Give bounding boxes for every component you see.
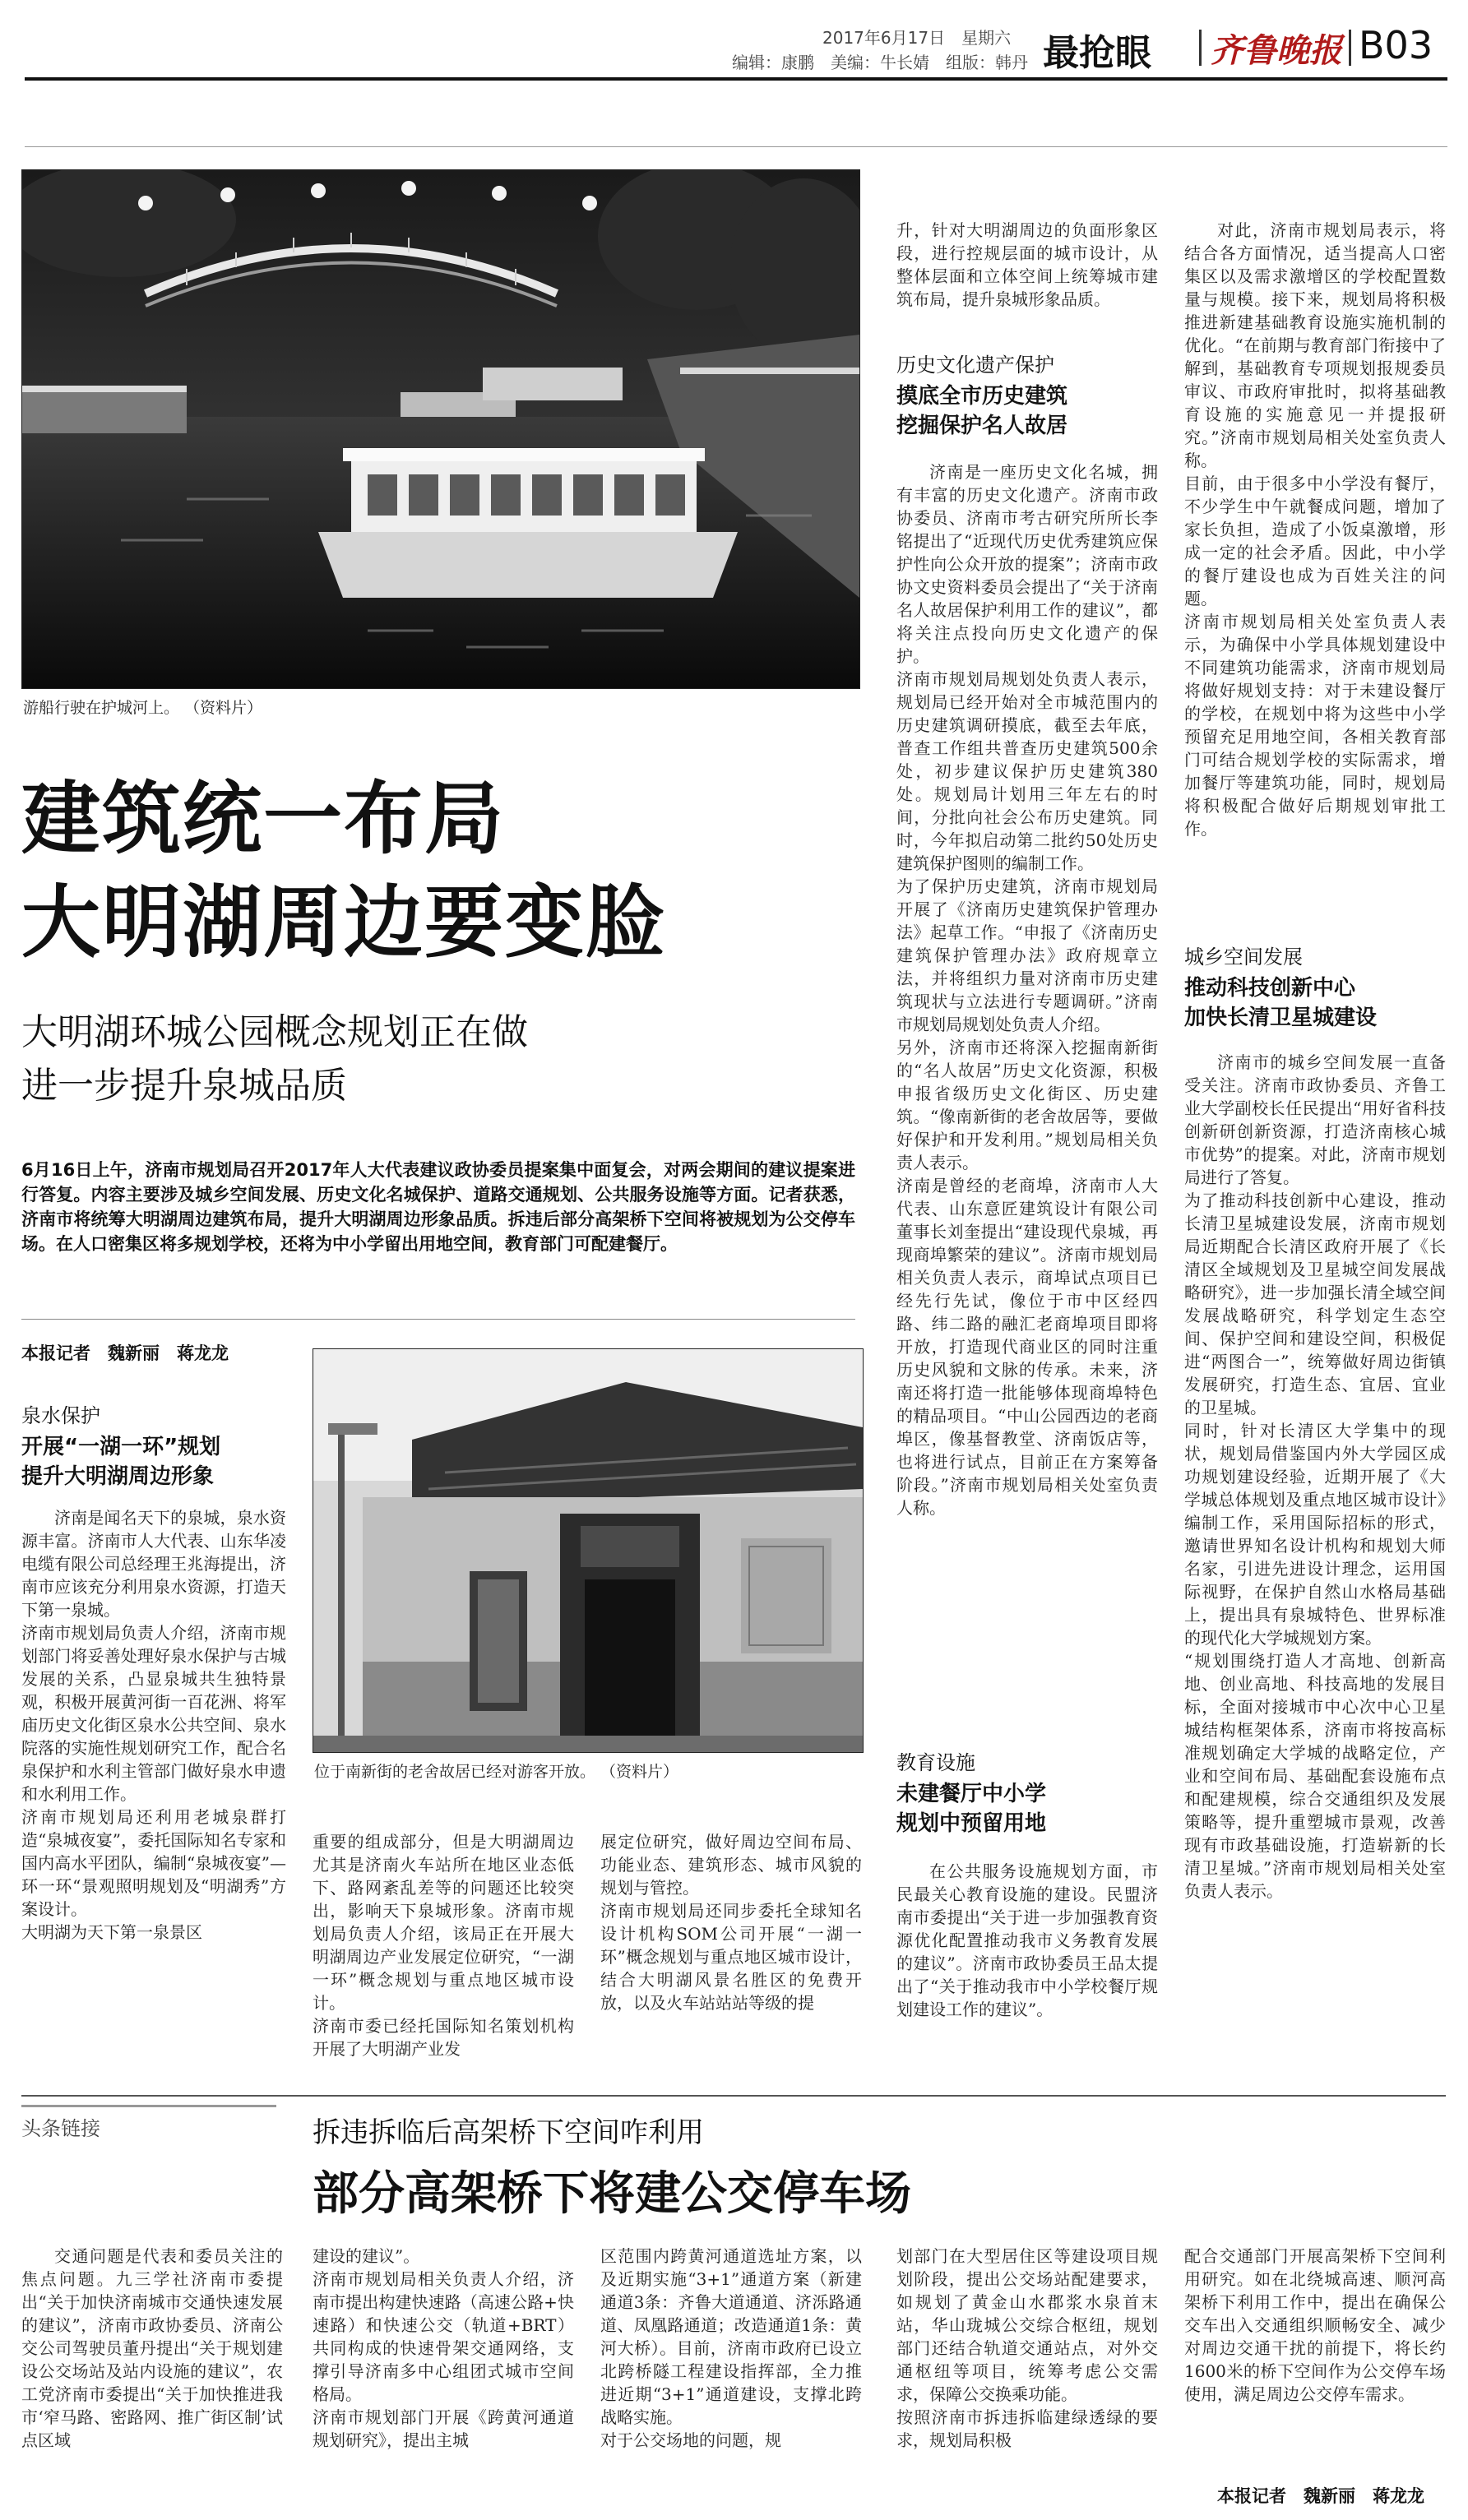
sub1-kicker: 泉水保护	[21, 1404, 100, 1427]
lead-rule	[21, 1319, 855, 1320]
page-number: B03	[1359, 23, 1433, 67]
headline-line2: 大明湖周边要变脸	[21, 876, 666, 969]
story2-col1	[21, 2245, 283, 2508]
middle-column-2-text: 展定位研究，做好周边空间布局、功能业态、建筑形态、城市风貌的规划与管控。 济南市规划局还同步委托全球知名设计机构SOM公司开展“一湖一环”概念规划与重点地区城市设计，结合大明湖风景名胜区的免费开放，以及火车站站站等级的提	[600, 1832, 862, 2013]
subheadline-2: 进一步提升泉城品质	[21, 1065, 347, 1107]
section-title: 最抢眼	[1043, 32, 1151, 74]
story2-col4-text: 划部门在大型居住区等建设项目规划阶段，提出公交场站配建要求，如规划了黄金山水郡浆水泉首末站，华山珑城公交综合枢纽，规划部门还结合轨道交通站点，对外交通枢纽等项目，统筹考虑公交需求，保障公交换乘功能。 按照济南市拆违拆临建绿透绿的要求，规划局积极	[896, 2246, 1158, 2450]
sub1-body	[21, 1506, 286, 2065]
sub4-title-1: 推动科技创新中心	[1184, 976, 1356, 1001]
mid-photo-caption: 位于南新街的老舍故居已经对游客开放。 （资料片）	[314, 1763, 679, 1781]
sub1-title-2: 提升大明湖周边形象	[21, 1464, 215, 1489]
story2-col1-text: 交通问题是代表和委员关注的焦点问题。九三学社济南市委提出“关于加快济南城市交通快速发展的建议”，济南市政协委员、济南公交公司驾驶员董丹提出“关于规划建设公交场站及站内设施的建议”，农工党济南市委提出“关于加快推进我市‘窄马路、密路网、推广街区制’试点区域	[21, 2246, 283, 2450]
sub4-body	[1184, 1051, 1446, 2069]
story2-col2	[313, 2245, 574, 2508]
header-rule	[25, 77, 1447, 81]
sub3-kicker: 教育设施	[896, 1751, 975, 1774]
story2-rule	[21, 2095, 1446, 2097]
sub2-kicker: 历史文化遗产保护	[896, 354, 1054, 377]
main-boat	[318, 448, 738, 598]
header-divider-2	[1349, 30, 1351, 66]
story2-col3	[600, 2245, 862, 2508]
story2-headline: 部分高架桥下将建公交停车场	[313, 2167, 911, 2221]
headline-line1: 建筑统一布局	[21, 773, 505, 865]
story2-col2-text: 建设的建议”。 济南市规划局相关负责人介绍，济南市提出构建快速路（高速公路+快速路）和快速公交（轨道+BRT）共同构成的快速骨架交通网络，支撑引导济南多中心组团式城市空间格局。 济南市规划部门开展《跨黄河通道规划研究》，提出主城	[313, 2246, 574, 2450]
sub2-text: 济南是一座历史文化名城，拥有丰富的历史文化遗产。济南市政协委员、济南市考古研究所所长李铭提出了“近现代历史优秀建筑应保护性向公众开放的提案”；济南市政协文史资料委员会提出了“关于济南名人故居保护利用工作的建议”，都将关注点投向历史文化遗产的保护。 济南市规划局规划处负责人表示，规划局已经开始对全市城范围内的历史建筑调研摸底，截至去年底，普查工作组共普查历史建筑500余处，初步建议保护历史建筑380处。规划局计划用三年左右的时间，分批向社会公布历史建筑。同时，今年拟启动第二批约50处历史建筑保护图则的编制工作。 为了保护历史建筑，济南市规划局开展了《济南历史建筑保护管理办法》起草工作。“申报了《济南历史建筑保护管理办法》政府规章立法，并将组织力量对济南市历史建筑现状与立法进行专题调研。”济南市规划局规划处负责人介绍。 另外，济南市还将深入挖掘南新街的“名人故居”历史文化资源，积极申报省级历史文化街区、历史建筑。“像南新街的老舍故居等，要做好保护和开发利用。”规划局相关负责人表示。 济南是曾经的老商埠，济南市人大代表、山东意匠建筑设计有限公司董事长刘奎提出“建设现代泉城，再现商埠繁荣的建议”。济南市规划局相关负责人表示，商埠试点项目已经先行先试，像位于市中区经四路、纬二路的融汇老商埠项目即将开放，打造现代商业区的同时注重历史风貌和文脉的传承。未来，济南还将打造一批能够体现商埠特色的精品项目。“中山公园西边的老商埠区，像基督教堂、济南饭店等，也将进行试点，目前正在方案筹备阶段。”济南市规划局相关处室负责人称。	[896, 462, 1158, 1518]
top-photo	[21, 169, 860, 689]
old-house-illustration	[313, 1349, 863, 1752]
sub3-title-1: 未建餐厅中小学	[896, 1782, 1047, 1806]
mid-photo	[313, 1348, 864, 1753]
sub4-kicker: 城乡空间发展	[1184, 946, 1303, 969]
story2-col4	[896, 2245, 1158, 2508]
right2-body	[1184, 219, 1446, 942]
sub3-title-2: 规划中预留用地	[896, 1811, 1047, 1836]
editor-credits: 编辑：康鹏 美编：牛长婧 组版：韩丹	[732, 53, 1028, 72]
sub2-body	[896, 460, 1158, 1743]
thin-rule	[25, 146, 1447, 147]
subheadline-1: 大明湖环城公园概念规划正在做	[21, 1011, 528, 1053]
sub2-title-2: 挖掘保护名人故居	[896, 414, 1068, 438]
story2-kicker: 拆违拆临后高架桥下空间咋利用	[313, 2116, 704, 2149]
story2-col5	[1184, 2245, 1446, 2475]
right2-text: 对此，济南市规划局表示，将结合各方面情况，适当提高人口密集区以及需求激增区的学校配置数量与规模。接下来，规划局将积极推进新建基础教育设施实施机制的优化。“在前期与教育部门衔接中了解到，基础教育专项规划报规委员审议、市政府审批时，拟将基础教育设施的实施意见一并提报研究。”济南市规划局相关处室负责人称。 目前，由于很多中小学没有餐厅，不少学生中午就餐成问题，增加了家长负担，造成了小饭桌激增，形成一定的社会矛盾。因此，中小学的餐厅建设也成为百姓关注的问题。 济南市规划局相关处室负责人表示，为确保中小学具体规划建设中不同建筑功能需求，济南市规划局将做好规划支持：对于未建设餐厅的学校，在规划中将为这些中小学预留充足用地空间，各相关教育部门可结合规划学校的实际需求，增加餐厅等建筑功能，同时，规划局将积极配合做好后期规划审批工作。	[1184, 220, 1446, 839]
story2-col5-text: 配合交通部门开展高架桥下空间利用研究。如在北绕城高速、顺河高架桥下利用工作中，提出在确保公交车出入交通组织顺畅安全、减少对周边交通干扰的前提下，将长约1600米的桥下空间作为公交停车场使用，满足周边公交停车需求。	[1184, 2246, 1446, 2404]
sub1-title-1: 开展“一湖一环”规划	[21, 1435, 221, 1459]
story2-col3-text: 区范围内跨黄河通道选址方案，以及近期实施“3+1”通道方案（新建通道3条：齐鲁大道通道、济泺路通道、凤凰路通道；改造通道1条：黄河大桥）。目前，济南市政府已设立北跨桥隧工程建设指挥部，全力推进近期“3+1”通道建设，支撑北跨战略实施。 对于公交场地的问题，规	[600, 2246, 862, 2450]
sub4-title-2: 加快长清卫星城建设	[1184, 1006, 1378, 1030]
sub3-body	[896, 1860, 1158, 2069]
right1-top-text: 升，针对大明湖周边的负面形象区段，进行控规层面的城市设计，从整体层面和立体空间上统筹城市建筑布局，提升泉城形象品质。	[896, 220, 1158, 309]
middle-column-1-text: 重要的组成部分，但是大明湖周边尤其是济南火车站所在地区业态低下、路网紊乱差等的问题还比较突出，影响天下泉城形象。济南市规划局负责人介绍，该局正在开展大明湖周边产业发展定位研究，“一湖一环”概念规划与重点地区城市设计。 济南市委已经托国际知名策划机构开展了大明湖产业发	[313, 1832, 574, 2059]
canal-night-illustration	[22, 170, 859, 688]
headline-link-label: 头条链接	[21, 2105, 276, 2141]
story2-byline: 本报记者 魏新丽 蒋龙龙	[1217, 2486, 1424, 2506]
sub3-text: 在公共服务设施规划方面，市民最关心教育设施的建设。民盟济南市委提出“关于进一步加强教育资源优化配置推动我市义务教育发展的建议”。济南市政协委员王品太提出了“关于推动我市中小学校餐厅规划建设工作的建议”。	[896, 1861, 1158, 2019]
byline: 本报记者 魏新丽 蒋龙龙	[21, 1343, 229, 1363]
header-divider	[1199, 30, 1202, 66]
top-photo-caption: 游船行驶在护城河上。 （资料片）	[23, 699, 263, 717]
sub2-title-1: 摸底全市历史建筑	[896, 384, 1068, 409]
issue-date: 2017年6月17日 星期六	[822, 28, 1012, 48]
sub1-text: 济南是闻名天下的泉城，泉水资源丰富。济南市人大代表、山东华凌电缆有限公司总经理王兆海提出，济南市应该充分利用泉水资源，打造天下第一泉城。 济南市规划局负责人介绍，济南市规划部门将妥善处理好泉水保护与古城发展的关系，凸显泉城共生独特景观，积极开展黄河街一百花洲、将军庙历史文化街区泉水公共空间、泉水院落的实施性规划研究工作，配合名泉保护和水利主管部门做好泉水申遗和水利用工作。 济南市规划局还利用老城泉群打造“泉城夜宴”，委托国际知名专家和国内高水平团队，编制“泉城夜宴”—环一环“景观照明规划及“明湖秀”方案设计。 大明湖为天下第一泉景区	[21, 1508, 286, 1942]
right1-top	[896, 219, 1158, 342]
middle-column-1	[313, 1830, 574, 2069]
paper-name: 齐鲁晚报	[1211, 31, 1342, 70]
sub4-text: 济南市的城乡空间发展一直备受关注。济南市政协委员、齐鲁工业大学副校长任民提出“用好省科技创新研创新资源，打造济南核心城市优势”的提案。对此，济南市规划局进行了答复。 为了推动科技创新中心建设，推动长清卫星城建设发展，济南市规划局近期配合长清区政府开展了《长清区全域规划及卫星城空间发展战略研究》，进一步加强长清全域空间发展战略研究，科学划定生态空间、保护空间和建设空间，积极促进“两图合一”，统筹做好周边街镇发展研究，打造生态、宜居、宜业的卫星城。 同时，针对长清区大学集中的现状，规划局借鉴国内外大学园区成功规划建设经验，近期开展了《大学城总体规划及重点地区城市设计》编制工作，采用国际招标的形式，邀请世界知名设计机构和规划大师名家，引进先进设计理念，运用国际视野，在保护自然山水格局基础上，提出具有泉城特色、世界标准的现代化大学城规划方案。 “规划围绕打造人才高地、创新高地、创业高地、科技高地的发展目标，全面对接城市中心次中心卫星城结构框架体系，济南市将按高标准规划确定大学城的战略定位，产业和空间布局、基础配套设施布点和配建规模，综合交通组织及发展策略等，提升重塑城市景观，改善现有市政基础设施，打造崭新的长清卫星城。”济南市规划局相关处室负责人表示。	[1184, 1052, 1446, 1901]
middle-column-2	[600, 1830, 862, 2069]
lead-paragraph: 6月16日上午，济南市规划局召开2017年人大代表建议政协委员提案集中面复会，对两会期间的建议提案进行答复。内容主要涉及城乡空间发展、历史文化名城保护、道路交通规划、公共服务设施等方面。记者获悉，济南市将统筹大明湖周边建筑布局，提升大明湖周边形象品质。拆违后部分高架桥下空间将被规划为公交停车场。在人口密集区将多规划学校，还将为中小学留出用地空间，教育部门可配建餐厅。	[21, 1160, 855, 1254]
